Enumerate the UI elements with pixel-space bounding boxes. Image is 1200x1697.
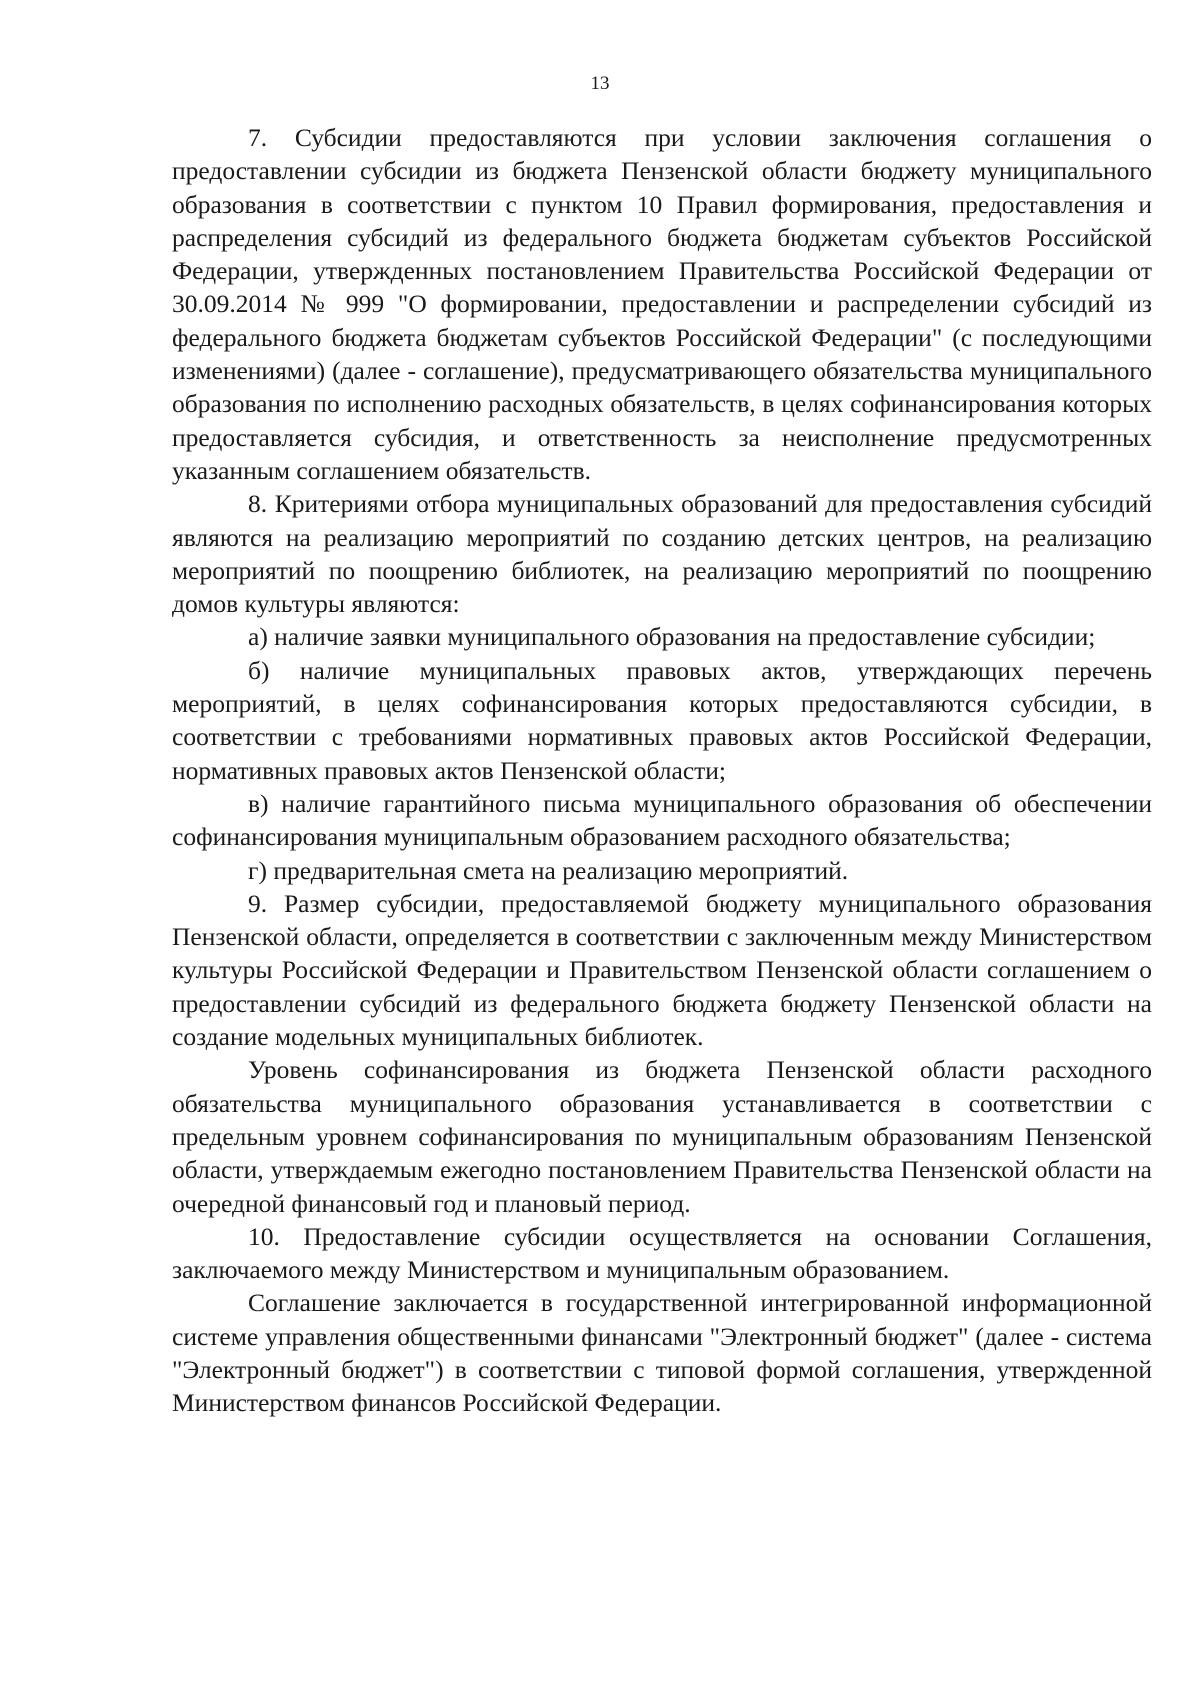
paragraph-agreement-system: Соглашение заключается в государственной интегрированной информационной системе управления общественными финансами "Электронный бюджет" (далее - система "Электронный бюджет") в соответствии с типовой формой соглашения, утвержденной Министерством финансов Российской Федерации. (172, 1288, 1152, 1418)
criterion-b-legal-acts: б) наличие муниципальных правовых актов, утверждающих перечень мероприятий, в целях софинансирования которых предоставляются субсидии, в соответствии с требованиями нормативных правовых актов Российской Федерации, нормативных правовых актов Пензенской области; (172, 655, 1152, 785)
document-body (172, 121, 1152, 1420)
paragraph-8-selection-criteria: 8. Критериями отбора муниципальных образований для предоставления субсидий являются на реализацию мероприятий по созданию детских центров, на реализацию мероприятий по поощрению библиотек, на реализацию мероприятий по поощрению домов культуры являются: (172, 489, 1152, 619)
paragraph-10-subsidy-basis: 10. Предоставление субсидии осуществляется на основании Соглашения, заключаемого между Министерством и муниципальным образованием. (172, 1221, 1152, 1285)
criterion-d-estimate: г) предварительная смета на реализацию мероприятий. (248, 855, 849, 885)
paragraph-cofinancing-level: Уровень софинансирования из бюджета Пензенской области расходного обязательства муниципального образования устанавливается в соответствии с предельным уровнем софинансирования по муниципальным образованиям Пензенской области, утверждаемым ежегодно постановлением Правительства Пензенской области на очередной финансовый год и плановый период. (172, 1055, 1152, 1218)
criterion-c-guarantee-letter: в) наличие гарантийного письма муниципального образования об обеспечении софинансирования муниципальным образованием расходного обязательства; (172, 788, 1152, 852)
paragraph-9-subsidy-amount: 9. Размер субсидии, предоставляемой бюджету муниципального образования Пензенской области, определяется в соответствии с заключенным между Министерством культуры Российской Федерации и Правительством Пензенской области соглашением о предоставлении субсидий из федерального бюджета бюджету Пензенской области на создание модельных муниципальных библиотек. (172, 888, 1152, 1052)
paragraph-7-agreement-condition: 7. Субсидии предоставляются при условии заключения соглашения о предоставлении субсидии из бюджета Пензенской области бюджету муниципального образования в соответствии с пунктом 10 Правил формирования, предоставления и распределения субсидий из федерального бюджета бюджетам субъектов Российской Федерации, утвержденных постановлением Правительства Российской Федерации от 30.09.2014 № 999 "О формировании, предоставлении и распределении субсидий из федерального бюджета бюджетам субъектов Российской Федерации" (с последующими изменениями) (далее - соглашение), предусматривающего обязательства муниципального образования по исполнению расходных обязательств, в целях софинансирования которых предоставляется субсидия, и ответственность за неисполнение предусмотренных указанным соглашением обязательств. (172, 123, 1152, 485)
page-number: 13 (590, 73, 610, 94)
criterion-a-application: а) наличие заявки муниципального образования на предоставление субсидии; (248, 622, 1096, 652)
